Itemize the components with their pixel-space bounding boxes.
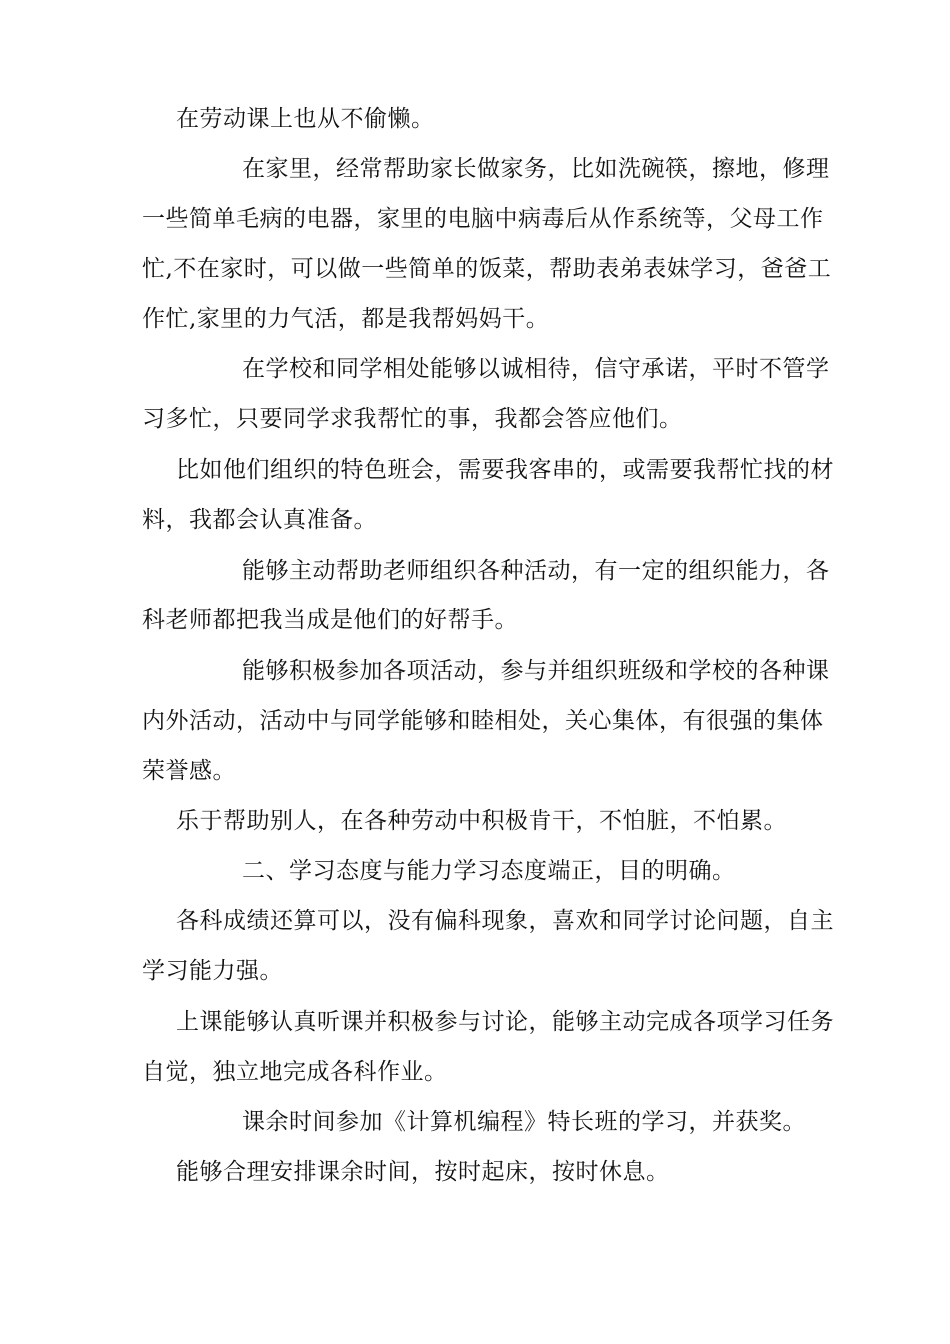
text-line: 习多忙，只要同学求我帮忙的事，我都会答应他们。 xyxy=(142,406,683,432)
text-line: 二、学习态度与能力学习态度端正，目的明确。 xyxy=(242,858,736,884)
text-line: 课余时间参加《计算机编程》特长班的学习，并获奖。 xyxy=(242,1109,806,1135)
text-line: 各科成绩还算可以，没有偏科现象，喜欢和同学讨论问题，自主 xyxy=(176,908,834,934)
text-line: 作忙,家里的力气活，都是我帮妈妈干。 xyxy=(142,306,550,332)
text-line: 在家里，经常帮助家长做家务，比如洗碗筷，擦地，修理 xyxy=(242,156,830,182)
text-line: 能够主动帮助老师组织各种活动，有一定的组织能力，各 xyxy=(242,558,830,584)
text-line: 一些简单毛病的电器，家里的电脑中病毒后从作系统等，父母工作 xyxy=(142,206,824,232)
text-line: 料，我都会认真准备。 xyxy=(142,507,377,533)
text-line: 乐于帮助别人，在各种劳动中积极肯干，不怕脏，不怕累。 xyxy=(176,808,787,834)
text-line: 自觉，独立地完成各科作业。 xyxy=(142,1059,448,1085)
text-line: 在劳动课上也从不偷懒。 xyxy=(176,106,435,132)
text-line: 科老师都把我当成是他们的好帮手。 xyxy=(142,607,518,633)
text-line: 上课能够认真听课并积极参与讨论，能够主动完成各项学习任务 xyxy=(176,1009,834,1035)
text-line: 忙,不在家时，可以做一些简单的饭菜，帮助表弟表妹学习，爸爸工 xyxy=(142,256,832,282)
text-line: 比如他们组织的特色班会，需要我客串的，或需要我帮忙找的材 xyxy=(176,457,834,483)
text-line: 能够合理安排课余时间，按时起床，按时休息。 xyxy=(176,1159,670,1185)
text-line: 学习能力强。 xyxy=(142,958,283,984)
text-line: 荣誉感。 xyxy=(142,758,236,784)
text-line: 能够积极参加各项活动，参与并组织班级和学校的各种课 xyxy=(242,658,830,684)
text-line: 内外活动，活动中与同学能够和睦相处，关心集体，有很强的集体 xyxy=(142,708,824,734)
text-line: 在学校和同学相处能够以诚相待，信守承诺，平时不管学 xyxy=(242,356,830,382)
